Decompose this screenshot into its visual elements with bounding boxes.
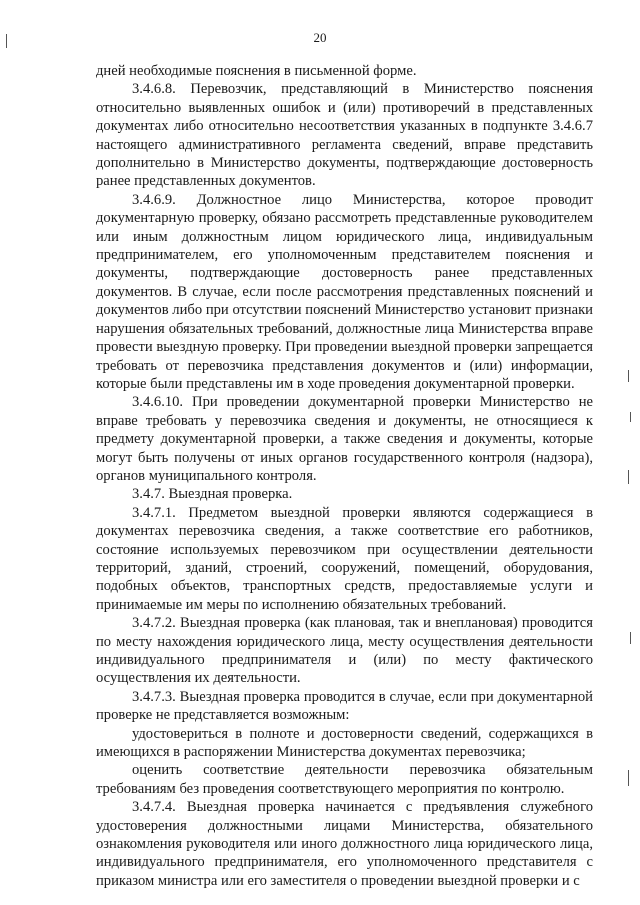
- page-number: 20: [313, 30, 327, 45]
- scan-mark-right-1: [628, 370, 629, 382]
- paragraph-3-4-7-2: 3.4.7.2. Выездная проверка (как плановая, так и внеплановая) проводится по месту нахождения юридического лица, месту осуществления деятельности индивидуального предпринимателя и (или) по месту фактического осуществления их деятельности.: [96, 615, 593, 687]
- paragraph-3-4-7-4: 3.4.7.4. Выездная проверка начинается с предъявления служебного удостоверения должностными лицами Министерства, обязательного ознакомления руководителя или иного должностного лица юридического лица, индивидуального предпринимателя, его уполномоченного представителя с приказом министра или его заместителя о проведении выездной проверки и с: [96, 799, 593, 889]
- paragraph-3-4-6-9: 3.4.6.9. Должностное лицо Министерства, которое проводит документарную проверку, обязано рассмотреть представленные руководителем или иным должностным лицом юридического лица, индивидуальным предпринимателем, его уполномоченным представителем пояснения и документы, подтверждающие достоверность ранее представленных документов. В случае, если после рассмотрения представленных пояснений и документов либо при отсутствии пояснений Министерство установит признаки нарушения обязательных требований, должностные лица Министерства вправе провести выездную проверку. При проведении выездной проверки запрещается требовать от перевозчика представления документов и (или) информации, которые были представлены им в ходе проведения документарной проверки.: [96, 191, 594, 392]
- scan-mark-right-5: [628, 770, 629, 786]
- scan-mark-right-2: [630, 412, 631, 422]
- paragraph-list-item-2: оценить соответствие деятельности перевозчика обязательным требованиям без проведения соответствующего мероприятия по контролю.: [96, 762, 593, 797]
- scan-mark-right-4: [630, 632, 631, 644]
- paragraph-list-item-1: удостовериться в полноте и достоверности сведений, содержащихся в имеющихся в распоряжении Министерства документах перевозчика;: [96, 725, 593, 761]
- paragraph-3-4-6-10: 3.4.6.10. При проведении документарной проверки Министерство не вправе требовать у перевозчика сведения и документы, не относящиеся к предмету документарной проверки, а также сведения и документы, которые могут быть получены от иных органов государственного контроля (надзора), органов муниципального контроля.: [96, 394, 593, 484]
- paragraph-3-4-6-8: 3.4.6.8. Перевозчик, представляющий в Министерство пояснения относительно выявленных ошибок и (или) противоречий в представленных документах либо относительно несоответствия указанных в подпункте 3.4.6.7 настоящего административного регламента сведений, вправе представить дополнительно в Министерство документы, подтверждающие достоверность ранее представленных документов.: [96, 81, 593, 190]
- document-body: [96, 62, 593, 890]
- paragraph-3-4-7: 3.4.7. Выездная проверка.: [132, 486, 293, 503]
- paragraph-3-4-7-1: 3.4.7.1. Предметом выездной проверки являются содержащиеся в документах перевозчика сведения, а также соответствие его работников, состояние используемых перевозчиком при осуществлении деятельности территорий, зданий, строений, сооружений, помещений, оборудования, подобных объектов, транспортных средств, предоставляемые услуги и принимаемые им меры по исполнению обязательных требований.: [96, 504, 593, 613]
- paragraph-3-4-7-3: 3.4.7.3. Выездная проверка проводится в случае, если при документарной проверке не представляется возможным:: [96, 688, 593, 724]
- scan-mark-right-3: [628, 470, 629, 484]
- scan-mark-left: [6, 34, 7, 48]
- paragraph-continuation: дней необходимые пояснения в письменной форме.: [96, 63, 417, 79]
